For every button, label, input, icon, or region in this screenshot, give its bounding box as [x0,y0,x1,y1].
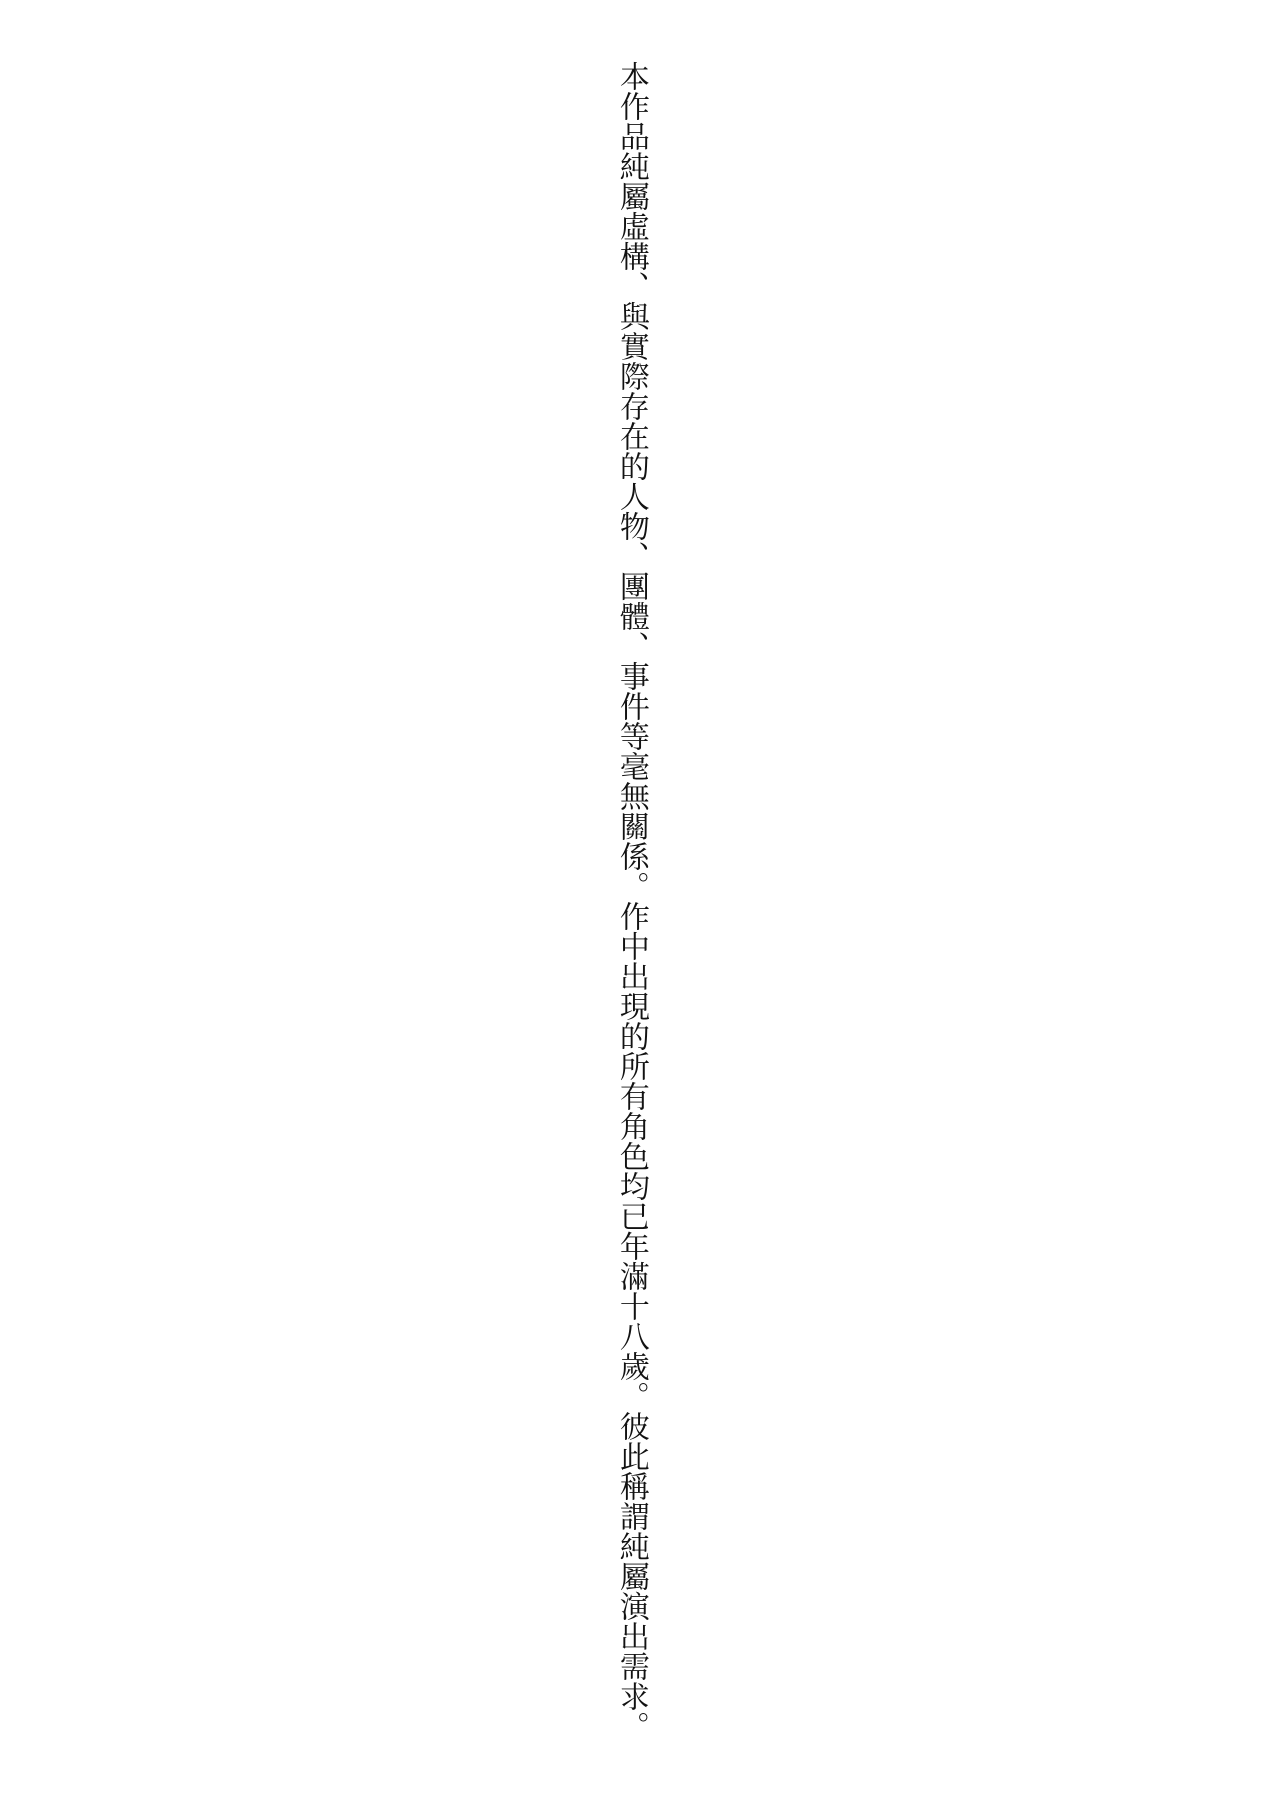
vertical-disclaimer-text: 本作品純屬虛構、與實際存在的人物、團體、事件等毫無關係。作中出現的所有角色均已年滿十八歲。彼此稱謂純屬演出需求。 [614,61,648,1741]
